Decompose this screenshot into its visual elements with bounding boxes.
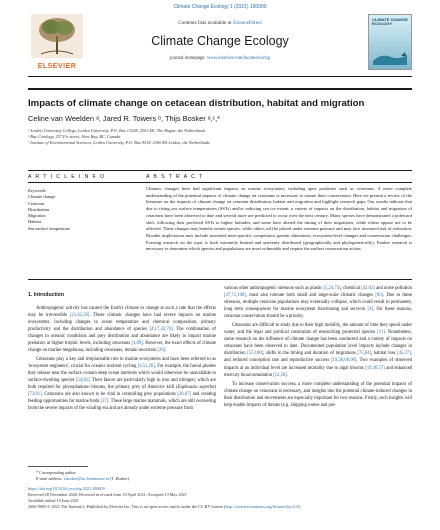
paragraph: Anthropogenic activity has caused the Earth's climate to change at such a rate that the effects may be irreversible [21,42,59]. These climatic changes have had severe impacts on marine ecosystems, including changes to ocean temperature and chemical composition, primary productivity and the distribution and abundance of species [4,17,42,76]. The combination of changes in oceanic conditions and prey distribution and abundance are likely to impact marine predators at higher trophic levels, including cetaceans [4,89]. However, the exact effects of climate change on marine megafauna, including cetaceans, remain uncertain [26]. <box>28 305 217 354</box>
article-authors[interactable]: Celine van Weelden ᵃ, Jared R. Towers ᵇ, Thijs Bosker ᵃ,ᶜ,* <box>28 114 221 123</box>
citation-link[interactable]: [5,24,74] <box>323 286 341 291</box>
available-online: Available online 19 June 2021 <box>28 498 79 504</box>
citation-link[interactable]: [10,36,57] <box>365 365 385 371</box>
citation-link[interactable]: [83] <box>375 293 384 299</box>
citation-link[interactable]: [54,82] <box>75 378 90 384</box>
contents-line: Contents lists available at ScienceDirect <box>178 20 262 26</box>
citation-link[interactable]: [4,51,26] <box>137 364 155 370</box>
journal-title: Climate Change Ecology <box>151 34 289 48</box>
email-link[interactable]: t.bosker@luc.leidenuniv.nl <box>63 476 109 482</box>
keyword: Habitat <box>28 219 41 225</box>
doi-link[interactable]: https://doi.org/10.1016/j.ecochg.2021.100009 <box>28 485 105 491</box>
article-title: Impacts of climate change on cetacean distribution, habitat and migration <box>28 98 365 109</box>
body-column-left <box>28 290 216 415</box>
license-link[interactable]: http://creativecommons.org/licenses/by/4.0/ <box>225 504 299 510</box>
citation-link[interactable]: [73,81] <box>28 392 42 398</box>
citation-link[interactable]: [20,87] <box>177 392 192 398</box>
footnote-rule <box>28 466 88 467</box>
corresponding-author-note: * Corresponding author. <box>36 470 77 475</box>
journal-citation-header[interactable]: Climate Change Ecology 1 (2021) 100009 <box>173 4 267 10</box>
journal-info <box>92 18 348 68</box>
affiliation-b: ᵇ Bay Cetology, 257 Fir street, Alert Bay, BC, Canada <box>28 134 121 140</box>
cover-title: CLIMATE CHANGE ECOLOGY <box>372 17 408 27</box>
keywords-label: Keywords: <box>28 188 47 193</box>
paragraph: various other anthropogenic stressors such as plastic [5,24,74], chemical [43,62] and noise pollution [47,71,108], must also tolerate both small and large-scale climatic changes [83]. Due to these stressors, multiple cetacean populations may eventually collapse, which could result in permanent, long term consequences for marine ecosystem functioning and services [4]. For these reasons, cetacean conservation should be a priority. <box>224 286 413 320</box>
article-info-heading: A R T I C L E I N F O <box>28 174 106 180</box>
paragraph: To increase conservation success, a more complete understanding of the potential impacts of climate change on cetaceans is necessary, and insights into the potential climate-induced changes in their distribution and movements are especially important for two reasons. Firstly, such insights will help enable impacts of threats (e.g. shipping routes and pol- <box>224 381 412 408</box>
info-rule-mid <box>28 182 412 183</box>
keyword: Climate change <box>28 194 56 200</box>
paragraph: Cetaceans are difficult to study due to their high mobility, the amount of time they spend under water, and the legal and political constraints of researching protected species [11]. Nonetheless, some research on the influence of climate change has been conducted and a variety of impacts on cetaceans have been observed to date. Documented population level impacts include changes in distribution [53,100], shifts in the timing and duration of migrations [75,84], habitat loss [45,37], and reduced conception rate and reproductive success [19,26,66,90]. Two examples of observed impacts at an individual level are increased mortality due to algal blooms [10,36,57] and enhanced mercury bioaccumulation [12,58]. <box>224 323 413 378</box>
keywords-block <box>28 188 128 232</box>
license-note: 2666-9005/© 2021 The Author(s). Published by Elsevier Inc. This is an open access article under the CC BY license (http://creativecommons.org/licenses/by/4.0/) <box>28 504 301 510</box>
journal-header <box>28 14 412 74</box>
citation-link[interactable]: [45,37] <box>397 351 411 357</box>
abstract-text: Climatic changes have had significant impacts on marine ecosystems, including apex predators such as cetaceans. A more complete understanding of the potential impacts of climate change on cetaceans is necessary to ensure their conservation. Here we present a review of the literature on the impacts of climate change on cetacean distribution, habitat and migration and highlight research gaps. Our results indicate that due to rising sea surface temperatures (SSTs) and/or reducing sea ice extent, a variety of impacts on the distribution, habitat and migration of cetaceans have been observed to date and several more are predicted to occur over the next century. Many species have demonstrated a poleward shift, following their preferred SSTs to higher latitudes, and some have altered the timing of their migrations, while others appear not to be affected. These changes may benefit certain species, while others will be placed under extreme pressure and may face increased risk of extinction. Broader implications may include increased inter-specific competition, genetic alterations, ecosystem-level changes and conservation challenges. Existing research on the topic is both extremely limited and unevenly distributed (geographically and phylogenetically). Further research is necessary to determine which species and populations are most vulnerable and require the earliest conservation action. <box>146 186 412 252</box>
citation-link[interactable]: [53,100] <box>247 351 264 357</box>
citation-link[interactable]: [12,58] <box>273 372 287 378</box>
header-rule-top <box>28 76 412 77</box>
sciencedirect-link[interactable]: ScienceDirect <box>232 20 262 26</box>
citation-link[interactable]: [4] <box>367 307 373 313</box>
body-column-right <box>224 285 412 411</box>
info-rule-top <box>28 170 412 171</box>
keyword: Distribution <box>28 206 50 212</box>
affiliation-c: ᶜ Institute of Environmental Sciences, Leiden University, P.O. Box 9518, 2300 RA Leiden, the Netherlands <box>28 140 210 146</box>
citation-link[interactable]: [75,84] <box>357 351 371 357</box>
footnotes <box>28 470 412 511</box>
journal-homepage: journal homepage: www.elsevier.com/locate/ecochg <box>169 56 271 61</box>
keyword: Cetacean <box>28 200 45 206</box>
affiliation-a: ᵃ Leiden University College, Leiden University, P.O. Box 13228, 2501 EE, The Hague, the Netherlands <box>28 128 206 133</box>
paragraph: Cetaceans play a key and irreplaceable role in marine ecosystems and have been referred to as 'ecosystem engineers', crucial for oceanic nutrient cycling [4,51,26]. For example, the faecal plumes they release near the surface contain deep ocean nutrients which would otherwise be unavailable to surface-dwelling species [54,82]. Their faeces are particularly high in iron and nitrogen, which are both required for phytoplankton blooms, the primary prey of Antarctic krill (Euphausia superba) [73,81]. Cetaceans are also known to be vital in controlling prey populations [20,87] and creating feeding opportunities for marine birds [27]. These large marine mammals, which are still recovering from the severe impacts of the whaling era and are already under extreme pressure from <box>28 357 217 412</box>
homepage-link[interactable]: www.elsevier.com/locate/ecochg <box>206 56 271 61</box>
journal-cover <box>368 14 412 70</box>
received-dates: Received 28 November 2020; Received in revised form 19 April 2021; Accepted 13 May 2021 <box>28 491 187 497</box>
citation-link[interactable]: [27] <box>100 399 109 405</box>
abstract-heading: A B S T R A C T <box>146 174 204 180</box>
citation-link[interactable]: [43,62] <box>361 286 375 291</box>
publisher-name: ELSEVIER <box>37 63 77 70</box>
keyword: Migration <box>28 213 46 218</box>
elsevier-logo <box>28 14 86 68</box>
abstract-rule-bottom <box>28 279 412 280</box>
email-line: E-mail address: t.bosker@luc.leidenuniv.nl (T. Bosker). <box>36 476 130 482</box>
citation-link[interactable]: [4,17,42,76] <box>149 326 173 332</box>
citation-link[interactable]: [47,71,108] <box>224 293 246 299</box>
elsevier-tree-icon <box>31 14 83 58</box>
citation-link[interactable]: [19,26,66,90] <box>331 358 357 364</box>
section-heading-introduction: 1. Introduction <box>28 292 65 298</box>
citation-link[interactable]: [26] <box>157 348 166 354</box>
citation-link[interactable]: [11] <box>377 330 385 336</box>
header-rule-bottom <box>28 88 412 90</box>
cover-whale-icon <box>371 51 409 65</box>
author-affiliations <box>28 128 412 147</box>
citation-link[interactable]: [4,89] <box>131 341 143 347</box>
keyword: Sea surface temperature <box>28 225 71 231</box>
citation-link[interactable]: [21,42,59] <box>69 312 90 318</box>
